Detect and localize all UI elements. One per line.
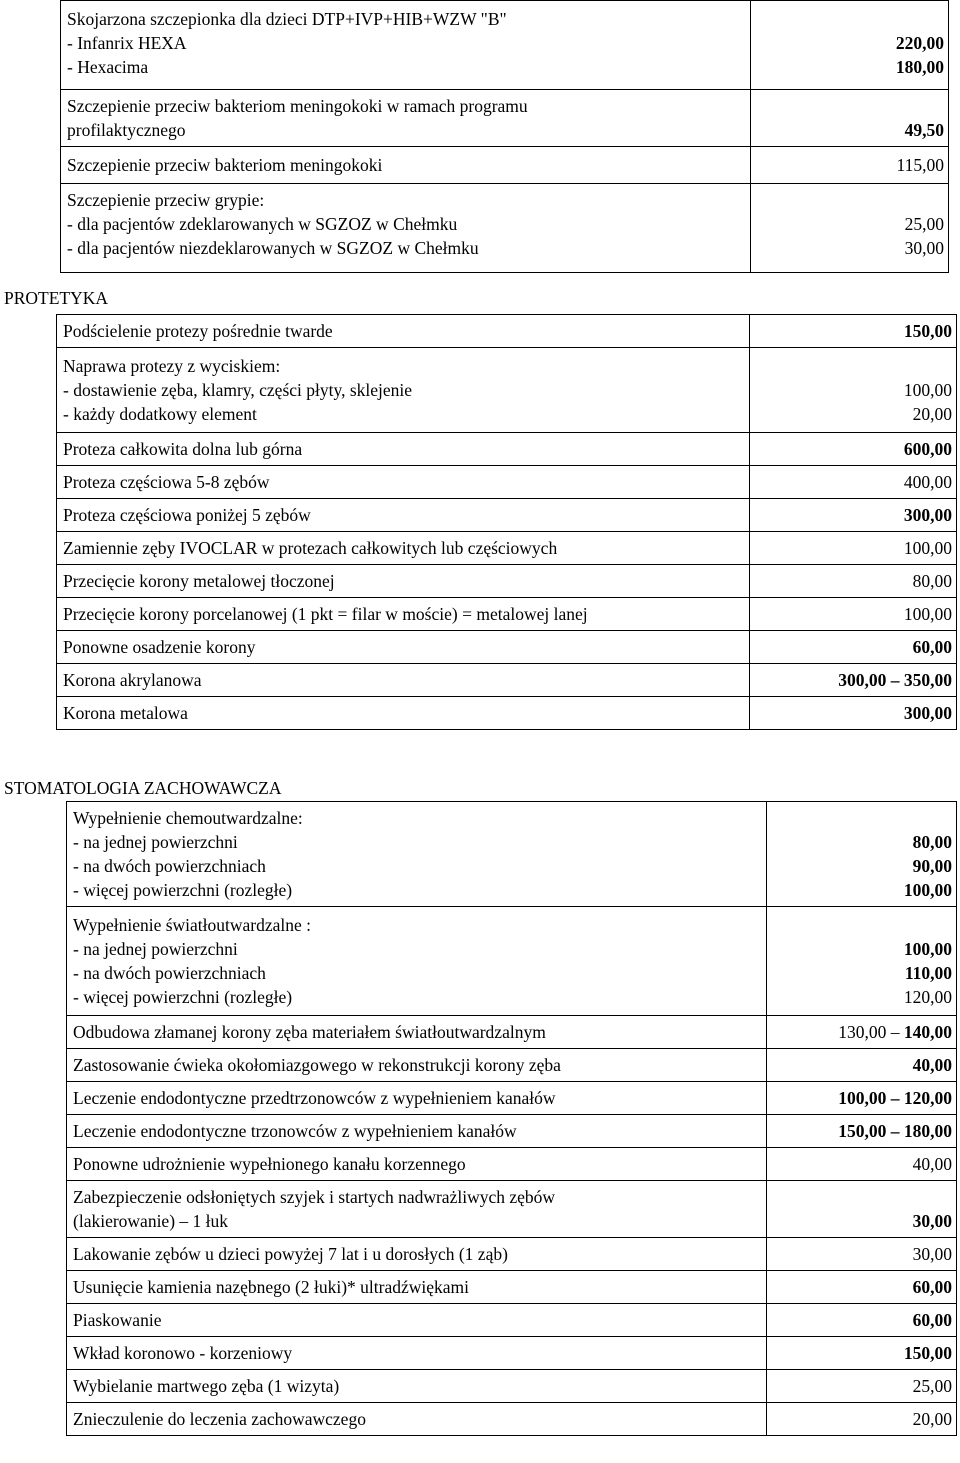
price-line: 20,00 [912, 1409, 952, 1429]
price-row [57, 697, 957, 730]
prosthetics-rows [57, 315, 957, 730]
service-price [767, 1148, 957, 1181]
prosthetics-price-table [56, 314, 957, 730]
service-description [61, 1, 751, 90]
service-price [750, 664, 957, 697]
price-line: 110,00 [904, 963, 952, 983]
service-price [750, 466, 957, 499]
price-line: 25,00 [912, 1376, 952, 1396]
service-price [767, 1271, 957, 1304]
vaccination-price-table [60, 0, 949, 273]
service-price [751, 90, 949, 147]
price-row [67, 1148, 957, 1181]
service-description [57, 697, 750, 730]
description-line: - dostawienie zęba, klamry, części płyty, sklejenie [63, 380, 413, 400]
service-price [750, 565, 957, 598]
service-description [57, 348, 750, 433]
description-line: Zabezpieczenie odsłoniętych szyjek i startych nadwrażliwych zębów [73, 1187, 556, 1207]
service-price [767, 1337, 957, 1370]
service-price [750, 433, 957, 466]
price-row [67, 1082, 957, 1115]
description-line: Odbudowa złamanej korony zęba materiałem światłoutwardzalnym [73, 1022, 546, 1042]
description-line: - Infanrix HEXA [67, 33, 187, 53]
service-description [67, 1181, 767, 1238]
service-description [67, 1016, 767, 1049]
description-line: Wypełnienie chemoutwardzalne: [73, 808, 303, 828]
description-line: - na jednej powierzchni [73, 939, 238, 959]
price-row [67, 907, 957, 1016]
service-description [67, 1049, 767, 1082]
service-description [57, 598, 750, 631]
price-row [67, 1049, 957, 1082]
price-row [61, 147, 949, 184]
price-line [773, 806, 952, 830]
service-price [767, 1370, 957, 1403]
price-line: 60,00 [912, 637, 952, 657]
price-line: 300,00 [903, 505, 952, 525]
description-line: Wybielanie martwego zęba (1 wizyta) [73, 1376, 340, 1396]
price-line [773, 1020, 952, 1044]
service-description [57, 631, 750, 664]
price-line [757, 188, 944, 212]
price-row [67, 1403, 957, 1436]
price-row [67, 1271, 957, 1304]
price-line: 30,00 [912, 1211, 952, 1231]
price-line: 100,00 [903, 604, 952, 624]
description-line: - na jednej powierzchni [73, 832, 238, 852]
price-line: 120,00 [903, 987, 952, 1007]
price-row [57, 315, 957, 348]
description-line: Proteza częściowa 5-8 zębów [63, 472, 270, 492]
price-line: 150,00 [903, 1343, 952, 1363]
price-row [67, 1016, 957, 1049]
price-line: 100,00 – 120,00 [838, 1088, 952, 1108]
description-line: Ponowne osadzenie korony [63, 637, 256, 657]
price-line: 30,00 [912, 1244, 952, 1264]
description-line: Piaskowanie [73, 1310, 162, 1330]
description-line: - każdy dodatkowy element [63, 404, 257, 424]
service-price [750, 532, 957, 565]
service-description [67, 1115, 767, 1148]
service-price [767, 802, 957, 907]
description-line: profilaktycznego [67, 120, 186, 140]
service-description [67, 907, 767, 1016]
service-description [67, 1148, 767, 1181]
price-line: 80,00 [912, 571, 952, 591]
service-description [67, 1304, 767, 1337]
service-price [750, 499, 957, 532]
service-description [57, 565, 750, 598]
price-line [757, 7, 944, 31]
description-line: - więcej powierzchni (rozległe) [73, 880, 293, 900]
price-line: 115,00 [896, 155, 944, 175]
description-line: (lakierowanie) – 1 łuk [73, 1211, 229, 1231]
description-line: - Hexacima [67, 57, 149, 77]
service-price [767, 1403, 957, 1436]
price-row [57, 348, 957, 433]
price-row [57, 565, 957, 598]
price-line: 60,00 [912, 1277, 952, 1297]
service-description [57, 315, 750, 348]
price-line: 600,00 [903, 439, 952, 459]
description-line: Korona metalowa [63, 703, 188, 723]
price-line [756, 354, 952, 378]
service-description [67, 1370, 767, 1403]
description-line: - więcej powierzchni (rozległe) [73, 987, 293, 1007]
service-price [751, 147, 949, 184]
service-price [767, 1304, 957, 1337]
description-line: Skojarzona szczepionka dla dzieci DTP+IVP+HIB+WZW "B" [67, 9, 507, 29]
price-line: 180,00 [895, 57, 944, 77]
description-line: - dla pacjentów niezdeklarowanych w SGZOZ w Chełmku [67, 238, 479, 258]
service-description [57, 433, 750, 466]
service-price [767, 1016, 957, 1049]
price-row [61, 184, 949, 273]
service-price [751, 184, 949, 273]
price-row [57, 598, 957, 631]
description-line: Naprawa protezy z wyciskiem: [63, 356, 281, 376]
price-line [773, 913, 952, 937]
price-line: 400,00 [903, 472, 952, 492]
section-heading-protetyka: PROTETYKA [4, 288, 109, 308]
description-line: Zamiennie zęby IVOCLAR w protezach całkowitych lub częściowych [63, 538, 558, 558]
description-line: Szczepienie przeciw bakteriom meningokoki [67, 155, 383, 175]
price-line: 60,00 [912, 1310, 952, 1330]
price-line: 40,00 [912, 1154, 952, 1174]
description-line: Leczenie endodontyczne przedtrzonowców z wypełnieniem kanałów [73, 1088, 556, 1108]
service-description [67, 1337, 767, 1370]
price-line: 100,00 [903, 939, 952, 959]
vaccination-rows [61, 1, 949, 273]
description-line: Zastosowanie ćwieka okołomiazgowego w rekonstrukcji korony zęba [73, 1055, 561, 1075]
price-line: 220,00 [895, 33, 944, 53]
price-line: 150,00 [903, 321, 952, 341]
description-line: Przecięcie korony metalowej tłoczonej [63, 571, 335, 591]
price-row [61, 1, 949, 90]
service-price [750, 348, 957, 433]
price-row [57, 499, 957, 532]
service-price [750, 697, 957, 730]
service-price [750, 631, 957, 664]
description-line: Znieczulenie do leczenia zachowawczego [73, 1409, 366, 1429]
service-description [57, 664, 750, 697]
service-description [67, 1271, 767, 1304]
price-row [67, 1181, 957, 1238]
description-line: Lakowanie zębów u dzieci powyżej 7 lat i u dorosłych (1 ząb) [73, 1244, 508, 1264]
price-from: 130,00 – [838, 1022, 904, 1042]
description-line: Proteza częściowa poniżej 5 zębów [63, 505, 311, 525]
service-price [750, 598, 957, 631]
service-description [67, 1082, 767, 1115]
service-price [767, 1181, 957, 1238]
price-line: 300,00 – 350,00 [838, 670, 952, 690]
service-description [57, 532, 750, 565]
service-price [767, 907, 957, 1016]
description-line: Przecięcie korony porcelanowej (1 pkt = filar w moście) = metalowej lanej [63, 604, 588, 624]
conservative-rows [67, 802, 957, 1436]
price-row [57, 532, 957, 565]
price-row [57, 466, 957, 499]
description-line: Ponowne udrożnienie wypełnionego kanału korzennego [73, 1154, 466, 1174]
description-line: Szczepienie przeciw grypie: [67, 190, 265, 210]
price-line: 80,00 [912, 832, 952, 852]
price-line: 90,00 [912, 856, 952, 876]
price-row [67, 1337, 957, 1370]
service-description [67, 802, 767, 907]
price-row [67, 1304, 957, 1337]
description-line: Wypełnienie światłoutwardzalne : [73, 915, 312, 935]
price-line: 300,00 [903, 703, 952, 723]
service-description [61, 90, 751, 147]
price-to: 140,00 [903, 1022, 952, 1042]
service-price [767, 1238, 957, 1271]
description-line: - dla pacjentów zdeklarowanych w SGZOZ w Chełmku [67, 214, 458, 234]
service-price [767, 1082, 957, 1115]
description-line: Podścielenie protezy pośrednie twarde [63, 321, 333, 341]
description-line: Wkład koronowo - korzeniowy [73, 1343, 293, 1363]
service-description [57, 466, 750, 499]
price-row [67, 802, 957, 907]
service-price [750, 315, 957, 348]
service-description [61, 147, 751, 184]
price-row [57, 664, 957, 697]
description-line: Szczepienie przeciw bakteriom meningokoki w ramach programu [67, 96, 528, 116]
price-line: 150,00 – 180,00 [838, 1121, 952, 1141]
price-line: 49,50 [904, 120, 944, 140]
service-description [61, 184, 751, 273]
service-price [751, 1, 949, 90]
price-row [57, 631, 957, 664]
service-description [67, 1238, 767, 1271]
price-row [57, 433, 957, 466]
price-row [67, 1370, 957, 1403]
price-line: 30,00 [904, 238, 944, 258]
price-line: 40,00 [912, 1055, 952, 1075]
description-line: - na dwóch powierzchniach [73, 856, 266, 876]
service-price [767, 1115, 957, 1148]
description-line: Korona akrylanowa [63, 670, 202, 690]
price-line: 25,00 [904, 214, 944, 234]
price-line: 100,00 [903, 538, 952, 558]
description-line: Leczenie endodontyczne trzonowców z wypełnieniem kanałów [73, 1121, 517, 1141]
section-heading-zachowawcza: STOMATOLOGIA ZACHOWAWCZA [4, 778, 282, 798]
price-row [67, 1115, 957, 1148]
service-description [67, 1403, 767, 1436]
description-line: - na dwóch powierzchniach [73, 963, 266, 983]
price-row [61, 90, 949, 147]
service-description [57, 499, 750, 532]
price-line: 100,00 [903, 880, 952, 900]
price-row [67, 1238, 957, 1271]
conservative-dentistry-price-table [66, 801, 957, 1436]
service-price [767, 1049, 957, 1082]
price-line: 20,00 [912, 404, 952, 424]
description-line: Proteza całkowita dolna lub górna [63, 439, 303, 459]
description-line: Usunięcie kamienia nazębnego (2 łuki)* ultradźwiękami [73, 1277, 470, 1297]
price-line: 100,00 [903, 380, 952, 400]
